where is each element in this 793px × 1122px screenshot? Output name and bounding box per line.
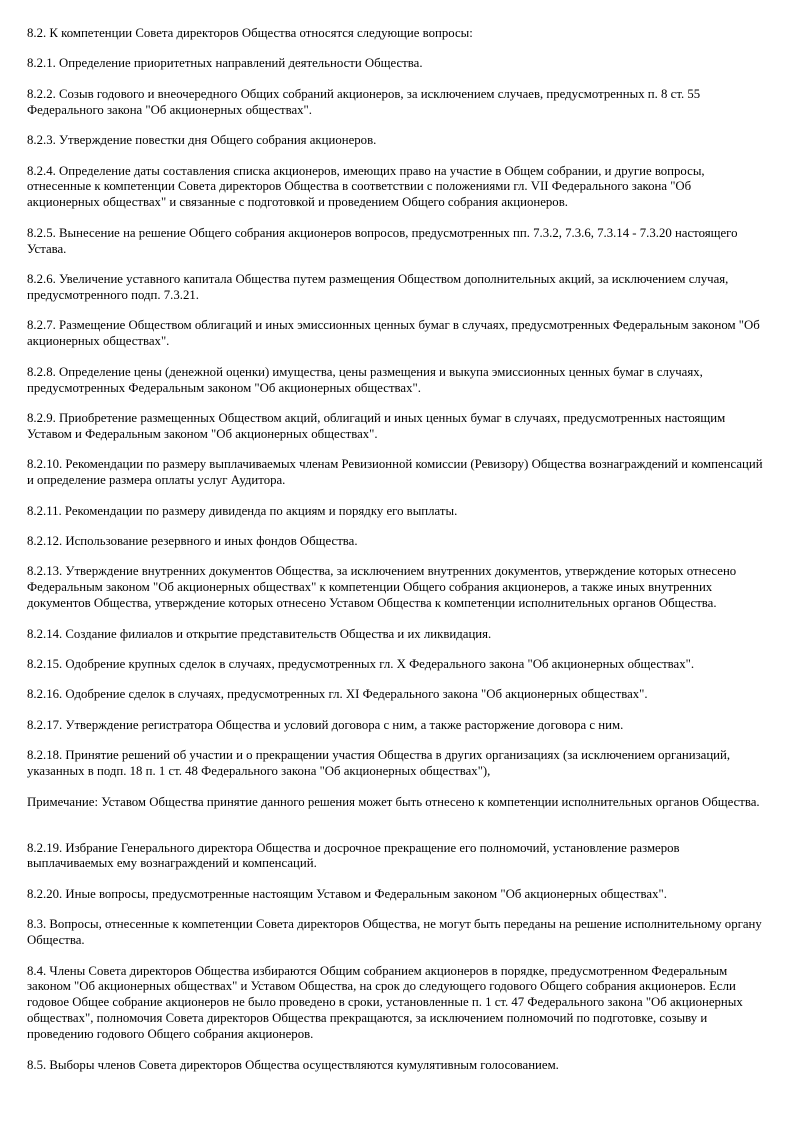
- paragraph-8-2-16: 8.2.16. Одобрение сделок в случаях, предусмотренных гл. XI Федерального закона "Об акционерных обществах".: [27, 687, 648, 702]
- paragraph-8-2-7: 8.2.7. Размещение Обществом облигаций и иных эмиссионных ценных бумаг в случаях, предусмотренных Федеральным законом "Об акционерных обществах".: [27, 318, 760, 349]
- paragraph-8-2-15: 8.2.15. Одобрение крупных сделок в случаях, предусмотренных гл. X Федерального закона "Об акционерных обществах".: [27, 657, 695, 672]
- paragraph-8-2-6: 8.2.6. Увеличение уставного капитала Общества путем размещения Обществом дополнительных акций, за исключением случая, предусмотренного подп. 7.3.21.: [27, 272, 729, 302]
- paragraph-8-2-9: 8.2.9. Приобретение размещенных Обществом акций, облигаций и иных ценных бумаг в случаях, предусмотренных настоящим Уставом и Федеральным законом "Об акционерных обществах".: [27, 411, 726, 441]
- paragraph-8-5: 8.5. Выборы членов Совета директоров Общества осуществляются кумулятивным голосованием.: [27, 1057, 559, 1072]
- paragraph-8-2-12: 8.2.12. Использование резервного и иных фондов Общества.: [27, 534, 358, 549]
- paragraph-8-2-19: 8.2.19. Избрание Генерального директора Общества и досрочное прекращение его полномочий, установление размеров выплачиваемых ему вознаграждений и компенсаций.: [27, 840, 680, 871]
- paragraph-8-2-13: 8.2.13. Утверждение внутренних документов Общества, за исключением внутренних документов, утверждение которых отнесено Федеральным законом "Об акционерных обществах" к компетенции Общего собрания акционеров, а также иных внутренних документов Общества, утверждение которых отнесено Уставом Общества к компетенции исполнительных органов Общества.: [27, 564, 737, 611]
- paragraph-8-2-4: 8.2.4. Определение даты составления списка акционеров, имеющих право на участие в Общем собрании, и другие вопросы, отнесенные к компетенции Совета директоров Общества в соответствии с положениями гл. VII Федерального закона "Об акционерных обществах" и связанные с подготовкой и проведением Общего собрания акционеров.: [27, 163, 705, 210]
- paragraph-8-2-8: 8.2.8. Определение цены (денежной оценки) имущества, цены размещения и выкупа эмиссионных ценных бумаг в случаях, предусмотренных Федеральным законом "Об акционерных обществах".: [27, 364, 703, 395]
- paragraph-8-2: 8.2. К компетенции Совета директоров Общества относятся следующие вопросы:: [27, 26, 473, 40]
- paragraph-8-2-1: 8.2.1. Определение приоритетных направлений деятельности Общества.: [27, 56, 423, 71]
- paragraph-note: Примечание: Уставом Общества принятие данного решения может быть отнесено к компетенции исполнительных органов Общества.: [27, 794, 760, 809]
- paragraph-8-2-10: 8.2.10. Рекомендации по размеру выплачиваемых членам Ревизионной комиссии (Ревизору) Общества вознаграждений и компенсаций и определение размера оплаты услуг Аудитора.: [27, 457, 763, 488]
- paragraph-8-4: 8.4. Члены Совета директоров Общества избираются Общим собранием акционеров в порядке, предусмотренном Федеральным законом "Об акционерных обществах" и Уставом Общества, на срок до следующего годового Общего собрания акционеров. Если годовое Общее собрание акционеров не было проведено в сроки, установленные п. 1 ст. 47 Федерального закона "Об акционерных обществах", полномочия Совета директоров Общества прекращаются, за исключением полномочий по подготовке, созыву и проведению годового Общего собрания акционеров.: [27, 963, 743, 1042]
- paragraph-8-2-3: 8.2.3. Утверждение повестки дня Общего собрания акционеров.: [27, 133, 377, 148]
- paragraph-8-2-5: 8.2.5. Вынесение на решение Общего собрания акционеров вопросов, предусмотренных пп. 7.3.2, 7.3.6, 7.3.14 - 7.3.20 настоящего Устава.: [27, 225, 738, 256]
- paragraph-8-2-18: 8.2.18. Принятие решений об участии и о прекращении участия Общества в других организациях (за исключением организаций, указанных в подп. 18 п. 1 ст. 48 Федерального закона "Об акционерных обществах"),: [27, 748, 731, 779]
- paragraph-8-2-20: 8.2.20. Иные вопросы, предусмотренные настоящим Уставом и Федеральным законом "Об акционерных обществах".: [27, 886, 667, 901]
- paragraph-8-2-17: 8.2.17. Утверждение регистратора Общества и условий договора с ним, а также расторжение договора с ним.: [27, 717, 624, 732]
- paragraph-8-2-11: 8.2.11. Рекомендации по размеру дивиденда по акциям и порядку его выплаты.: [27, 503, 458, 518]
- paragraph-8-2-2: 8.2.2. Созыв годового и внеочередного Общих собраний акционеров, за исключением случаев, предусмотренных п. 8 ст. 55 Федерального закона "Об акционерных обществах".: [27, 86, 701, 117]
- paragraph-8-3: 8.3. Вопросы, отнесенные к компетенции Совета директоров Общества, не могут быть переданы на решение исполнительному органу Общества.: [27, 917, 762, 948]
- paragraph-8-2-14: 8.2.14. Создание филиалов и открытие представительств Общества и их ликвидация.: [27, 626, 492, 641]
